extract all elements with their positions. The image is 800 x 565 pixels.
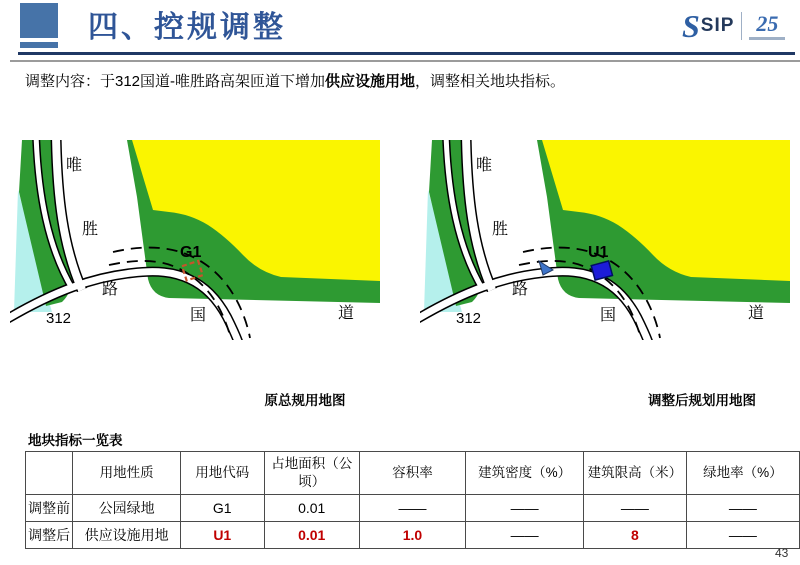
road-label-wei: 唯 — [66, 157, 83, 174]
table-cell: 0.01 — [264, 522, 359, 549]
table-row — [26, 522, 800, 549]
table-cell: —— — [584, 495, 687, 522]
header-rule-thick — [18, 52, 795, 55]
road-label-312: 312 — [46, 310, 72, 327]
table-cell: U1 — [181, 522, 264, 549]
table-cell: 8 — [584, 522, 687, 549]
road-label-dao: 道 — [748, 305, 765, 322]
table-title: 地块指标一览表 — [28, 433, 123, 448]
road-label-dao: 道 — [338, 305, 355, 322]
table-cell: G1 — [181, 495, 264, 522]
caption-original-map: 原总规用地图 — [264, 393, 346, 408]
road-label-sheng: 胜 — [82, 221, 99, 238]
description-prefix: 调整内容：于312国道-唯胜路高架匝道下增加 — [25, 73, 326, 90]
column-header — [26, 452, 73, 495]
table-cell: —— — [686, 522, 799, 549]
logo-divider — [741, 12, 742, 40]
title-decoration-square — [20, 3, 58, 38]
sip-logo-text: SIP — [700, 15, 735, 36]
table-cell: 1.0 — [359, 522, 465, 549]
road-label-lu: 路 — [102, 281, 119, 298]
table-cell: 公园绿地 — [73, 495, 181, 522]
marker-label-g1: G1 — [180, 244, 202, 261]
column-header: 建筑限高（米） — [584, 452, 687, 495]
anniversary-subtext-bar — [749, 37, 785, 40]
column-header: 占地面积（公顷） — [264, 452, 359, 495]
sip-logo-swoosh-icon: S — [682, 8, 700, 44]
header-rule-thin — [10, 60, 800, 62]
road-label-guo: 国 — [600, 307, 617, 324]
anniversary-mark — [749, 10, 785, 40]
road-label-312: 312 — [456, 310, 482, 327]
table-cell: —— — [359, 495, 465, 522]
table-header-row — [26, 452, 800, 495]
page-number: 43 — [775, 546, 789, 560]
caption-adjusted-map: 调整后规划用地图 — [648, 393, 756, 408]
row-label: 调整前 — [26, 495, 73, 522]
table-cell: —— — [686, 495, 799, 522]
table-cell: —— — [466, 495, 584, 522]
road-label-wei: 唯 — [476, 157, 493, 174]
title-decoration-bar — [20, 42, 58, 48]
description-highlight: 供应设施用地 — [325, 73, 416, 90]
sip-logo — [682, 6, 785, 46]
adjustment-description — [25, 70, 790, 91]
column-header: 建筑密度（%） — [466, 452, 584, 495]
marker-label-u1: U1 — [588, 244, 609, 261]
table-cell: 供应设施用地 — [73, 522, 181, 549]
page-title: 四、控规调整 — [88, 11, 286, 44]
road-label-lu: 路 — [512, 281, 529, 298]
map-adjusted-plan — [420, 140, 790, 340]
parcel-indicators-table — [25, 451, 800, 549]
description-suffix: ，调整相关地块指标。 — [415, 73, 566, 90]
column-header: 绿地率（%） — [686, 452, 799, 495]
column-header: 容积率 — [359, 452, 465, 495]
road-label-guo: 国 — [190, 307, 207, 324]
table-row — [26, 495, 800, 522]
map-original-plan — [10, 140, 380, 340]
row-label: 调整后 — [26, 522, 73, 549]
road-label-sheng: 胜 — [492, 221, 509, 238]
table-cell: 0.01 — [264, 495, 359, 522]
table-cell: —— — [466, 522, 584, 549]
column-header: 用地性质 — [73, 452, 181, 495]
column-header: 用地代码 — [181, 452, 264, 495]
anniversary-25: 25 — [756, 10, 779, 36]
